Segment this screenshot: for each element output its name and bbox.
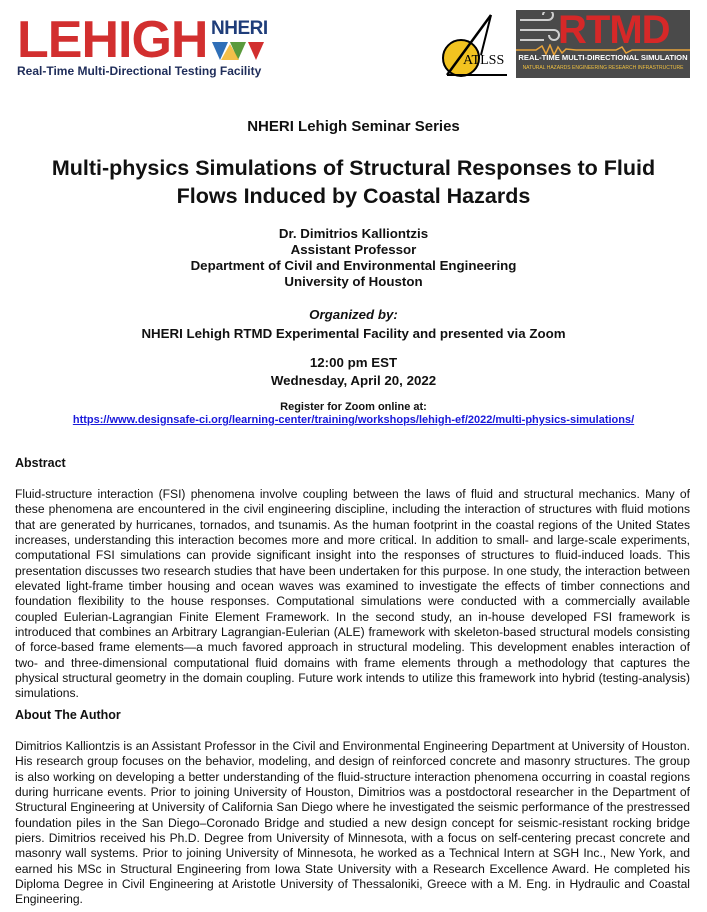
seminar-series: NHERI Lehigh Seminar Series xyxy=(247,118,460,135)
rtmd-logo-subsubtitle: NATURAL HAZARDS ENGINEERING RESEARCH INFRASTRUCTURE xyxy=(522,65,684,71)
event-title xyxy=(0,154,707,210)
event-title-line1: Multi-physics Simulations of Structural Responses to Fluid xyxy=(51,156,656,180)
lehigh-tagline: Real-Time Multi-Directional Testing Facility xyxy=(17,64,262,78)
organizer-text: NHERI Lehigh RTMD Experimental Facility and presented via Zoom xyxy=(141,326,566,341)
lehigh-nheri-logo xyxy=(17,11,268,84)
rtmd-logo xyxy=(516,10,690,78)
lehigh-logo-word: LEHIGH xyxy=(17,11,208,69)
organized-by-label: Organized by: xyxy=(309,307,398,322)
author-text: Dimitrios Kalliontzis is an Assistant Professor in the Civil and Environmental Engineering Department at University of Houston. His research group focuses on the behavior, modeling, and design of reinforced concrete and masonry structures. The group is also working on developing a better understanding of the fluid-structure interaction phenomena occurring in coastal regions during hurricane events. Prior to joining University of Houston, Dimitrios was a postdoctoral researcher in the Department of Structural Engineering at University of California San Diego where he investigated the seismic performance of the prestressed foundation piles in the San Diego–Coronado Bridge and studied a new design concept for seismic-resistant rocking bridge piers. Dimitrios received his Ph.D. Degree from University of Minnesota, with a focus on self-centering precast concrete and masonry wall systems. Prior to joining University of Minnesota, he worked as a Technical Intern at SGH Inc., New York, and earned his MSc in Structural Engineering from Iowa State University with a Research Excellence Award. He completed his Diploma Degree in Civil Engineering at Aristotle University of Thessaloniki, Greece with a M. Eng. in Hydraulic and Coastal Engineering. xyxy=(15,739,690,907)
atlss-logo-text: ATLSS xyxy=(463,53,505,68)
rtmd-logo-subtitle: REAL-TIME MULTI-DIRECTIONAL SIMULATION xyxy=(518,53,688,62)
speaker-department: Department of Civil and Environmental Engineering xyxy=(190,258,517,273)
nheri-logo-word: NHERI xyxy=(211,18,268,39)
register-block xyxy=(0,401,707,427)
event-time-block xyxy=(0,355,707,389)
speaker-title: Assistant Professor xyxy=(290,242,417,257)
abstract-heading: Abstract xyxy=(15,456,66,470)
organizer-block xyxy=(0,306,707,342)
register-label: Register for Zoom online at: xyxy=(280,401,427,413)
nheri-triangles-icon xyxy=(210,40,268,64)
event-date: Wednesday, April 20, 2022 xyxy=(270,373,437,388)
event-time: 12:00 pm EST xyxy=(309,355,398,370)
rtmd-logo-word: RTMD xyxy=(558,10,670,52)
register-link[interactable]: https://www.designsafe-ci.org/learning-center/training/workshops/lehigh-ef/2022/multi-physics-simulations/ xyxy=(72,414,635,426)
author-heading: About The Author xyxy=(15,708,121,722)
abstract-text: Fluid-structure interaction (FSI) phenomena involve coupling between the laws of fluid and structural mechanics. Many of these phenomena are encountered in the civil engineering discipline, including the interaction of structures with fluid motions that are generated by hurricanes, tornados, and tsunamis. As the human footprint in the coastal regions of the United States increases, understanding this interaction becomes more and more critical. In addition to small- and large-scale experiments, computational FSI simulations can provide significant insight into the responses of structures to fluid-induced loads. This presentation discusses two research studies that have been undertaken for this purpose. In one study, the interaction between elevated light-frame timber housing and ocean waves was examined to investigate the effects of timber connections and foundation flexibility to the house responses. Computational simulations were conducted with a commercially available coupled Eulerian-Lagrangian Finite Element Framework. In the second study, an in-house developed FSI framework is introduced that combines an Arbitrary Lagrangian-Eulerian (ALE) framework with skeleton-based structural models consisting of force-based frame elements—a much favored approach in structural modeling. This development enables interaction of two- and three-dimensional computational fluid domains with frame elements through a methodology that captures the physical structural geometry in the domain coupling. Future work intends to utilize this framework into hybrid (testing-analysis) simulations. xyxy=(15,487,690,701)
speaker-university: University of Houston xyxy=(284,274,423,289)
speaker-block xyxy=(0,226,707,290)
speaker-name: Dr. Dimitrios Kalliontzis xyxy=(278,226,429,241)
event-title-line2: Flows Induced by Coastal Hazards xyxy=(176,184,531,208)
atlss-logo xyxy=(441,11,513,77)
